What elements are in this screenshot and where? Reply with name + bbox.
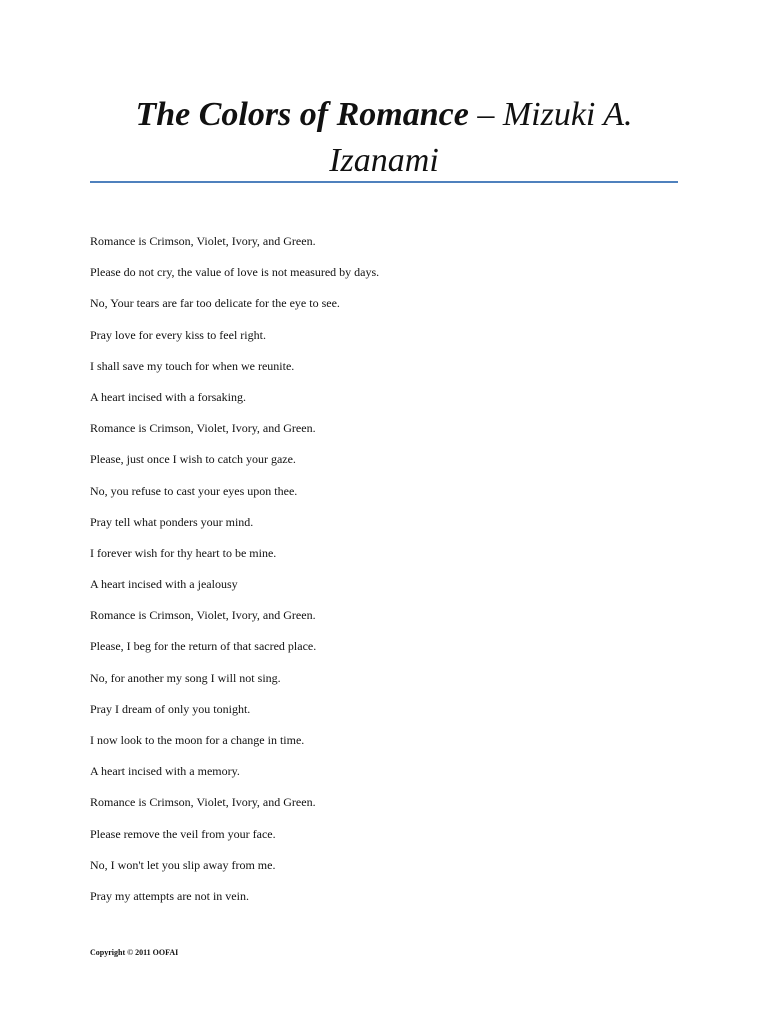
poem-line: I forever wish for thy heart to be mine. bbox=[90, 545, 277, 560]
poem-line: Please, just once I wish to catch your gaze. bbox=[90, 452, 296, 467]
poem-line: Pray love for every kiss to feel right. bbox=[90, 327, 266, 342]
poem-line: Romance is Crimson, Violet, Ivory, and Green. bbox=[90, 608, 316, 623]
poem-line: No, you refuse to cast your eyes upon thee. bbox=[90, 483, 298, 498]
poem-line: Please, I beg for the return of that sacred place. bbox=[90, 639, 317, 654]
poem-body bbox=[90, 233, 678, 919]
poem-line: Pray tell what ponders your mind. bbox=[90, 514, 254, 529]
poem-line: A heart incised with a memory. bbox=[90, 764, 240, 779]
poem-line: I now look to the moon for a change in time. bbox=[90, 733, 305, 747]
poem-line: I shall save my touch for when we reunite. bbox=[90, 358, 295, 373]
document-title bbox=[90, 92, 678, 184]
copyright-footer: Copyright © 2011 OOFAI bbox=[90, 948, 179, 957]
poem-line: A heart incised with a jealousy bbox=[90, 577, 238, 592]
poem-line: A heart incised with a forsaking. bbox=[90, 389, 246, 404]
poem-line: Pray I dream of only you tonight. bbox=[90, 701, 251, 716]
poem-line: Please remove the veil from your face. bbox=[90, 826, 276, 841]
poem-line: Romance is Crimson, Violet, Ivory, and Green. bbox=[90, 795, 316, 810]
poem-line: Pray my attempts are not in vein. bbox=[90, 888, 249, 903]
poem-line: Romance is Crimson, Violet, Ivory, and Green. bbox=[90, 234, 316, 248]
title-divider bbox=[90, 181, 678, 183]
title-main: The Colors of Romance bbox=[135, 96, 469, 133]
poem-line: Please do not cry, the value of love is not measured by days. bbox=[90, 265, 380, 280]
poem-line: No, for another my song I will not sing. bbox=[90, 670, 281, 685]
poem-line: No, Your tears are far too delicate for the eye to see. bbox=[90, 296, 340, 311]
poem-line: Romance is Crimson, Violet, Ivory, and Green. bbox=[90, 421, 316, 436]
title-author: – Mizuki A. Izanami bbox=[329, 96, 633, 179]
poem-line: No, I won't let you slip away from me. bbox=[90, 857, 276, 872]
